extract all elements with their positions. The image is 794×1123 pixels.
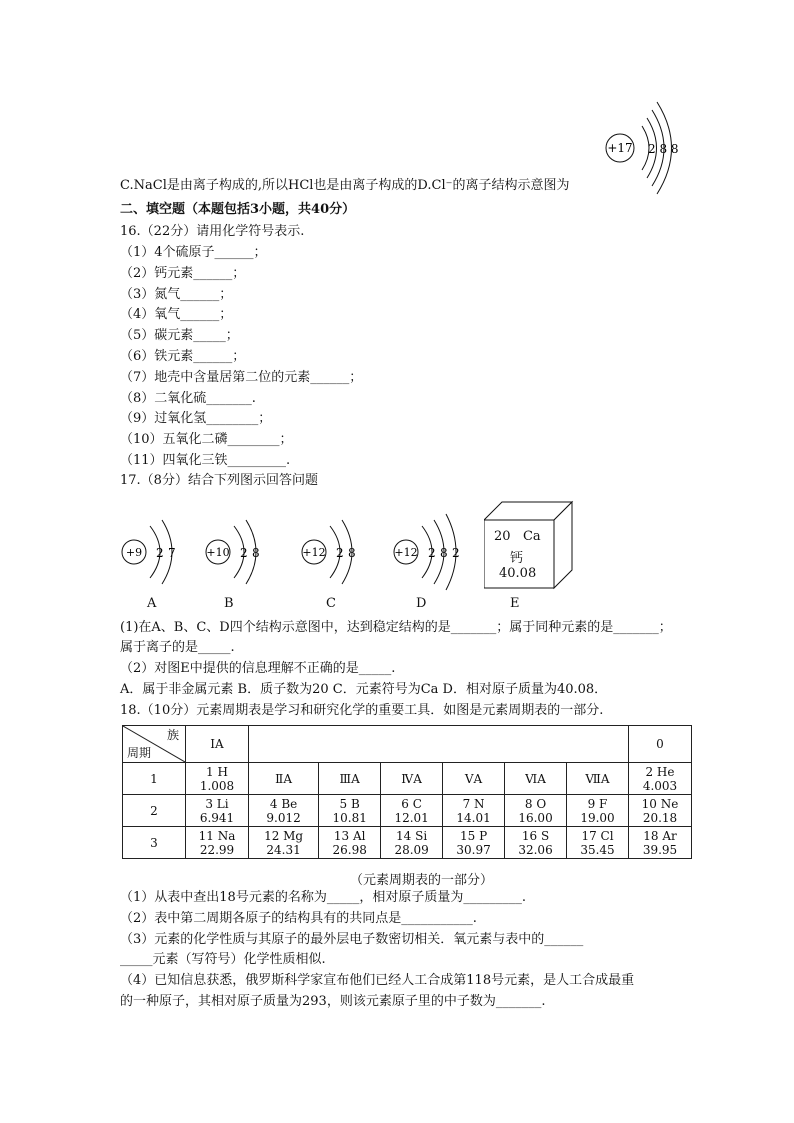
shell-count: 7: [168, 546, 176, 560]
q18-item: （4）已知信息获悉，俄罗斯科学家宣布他们已经人工合成第118号元素，是人工合成最重: [120, 973, 635, 988]
atom-label: B: [224, 596, 234, 611]
q16-item: （9）过氧化氢________；: [120, 411, 272, 427]
shell-count: 2: [336, 546, 344, 560]
atom-label: A: [147, 596, 157, 611]
shell-count: 2: [428, 546, 436, 560]
shell-count: 2: [156, 546, 164, 560]
atomic-number: 20: [494, 529, 511, 544]
element-cell: 17 Cl 35.45: [567, 827, 629, 859]
q15-option-c: C.NaCl是由离子构成的,所以HCl也是由离子构成的D.Cl⁻的离子结构示意图为: [120, 178, 570, 193]
q17-q2: （2）对图E中提供的信息理解不正确的是_____.: [120, 661, 396, 676]
section-title: 二、填空题（本题包括3小题，共40分）: [120, 202, 356, 217]
q16-item: （3）氮气______；: [120, 286, 233, 302]
table-caption: （元素周期表的一部分）: [350, 873, 494, 888]
corner-cell: [123, 726, 186, 763]
group-7a: ⅦA: [567, 763, 629, 795]
period-1: 1: [123, 763, 186, 795]
nucleus-charge: +12: [394, 546, 418, 559]
cell-h: 1 H 1.008: [186, 763, 249, 795]
group-3a: ⅢA: [319, 763, 381, 795]
q16-item: （8）二氧化硫_______.: [120, 390, 256, 406]
element-name: 钙: [510, 551, 524, 566]
element-cell: 14 Si 28.09: [381, 827, 443, 859]
periodic-table: [122, 725, 692, 859]
atom-diagram: [300, 518, 378, 590]
group-5a: ⅤA: [443, 763, 505, 795]
q16-item: （11）四氧化三铁_________.: [120, 453, 291, 468]
chloride-ion-diagram: [604, 108, 684, 192]
shell-electrons: 2 8 8: [648, 142, 679, 156]
group-4a: ⅣA: [381, 763, 443, 795]
element-cell: 5 B 10.81: [319, 795, 381, 827]
element-cell: 6 C 12.01: [381, 795, 443, 827]
element-cell: 9 F 19.00: [567, 795, 629, 827]
shell-count: 2: [240, 546, 248, 560]
group-2a: ⅡA: [249, 763, 319, 795]
element-cell: 18 Ar 39.95: [629, 827, 692, 859]
q16-item: （10）五氧化二磷________；: [120, 432, 293, 448]
element-cell: 3 Li 6.941: [186, 795, 249, 827]
q18-item: （3）元素的化学性质与其原子的最外层电子数密切相关．氧元素与表中的______: [120, 932, 584, 947]
period-2: 2: [123, 795, 186, 827]
nucleus-charge: +10: [206, 546, 230, 559]
atom-label: D: [416, 596, 427, 611]
element-cell: 8 O 16.00: [505, 795, 567, 827]
corner-group-label: 族: [166, 728, 179, 742]
q16-item: （5）碳元素_____；: [120, 328, 239, 344]
atom-label: C: [326, 596, 336, 611]
element-cell: 4 Be 9.012: [249, 795, 319, 827]
q18-item: （1）从表中查出18号元素的名称为_____，相对原子质量为_________.: [120, 890, 526, 905]
q18-item: _____元素（写符号）化学性质相似.: [120, 952, 326, 967]
element-cell: 15 P 30.97: [443, 827, 505, 859]
shell-count: 8: [440, 546, 448, 560]
atom-diagram: [120, 518, 198, 590]
element-cell: 12 Mg 24.31: [249, 827, 319, 859]
q16-item: （6）铁元素______；: [120, 349, 246, 364]
element-box-calcium: [484, 500, 576, 594]
nucleus-charge: +17: [607, 141, 633, 155]
nucleus-charge: +12: [302, 546, 326, 559]
q18-item: 的一种原子，其相对原子质量为293，则该元素原子里的中子数为_______.: [120, 994, 546, 1009]
shell-count: 2: [452, 546, 460, 560]
cell-he: 2 He 4.003: [629, 763, 692, 795]
corner-period-label: 周期: [127, 746, 152, 760]
q16-item: （4）氧气______；: [120, 307, 233, 323]
shell-count: 8: [252, 546, 260, 560]
group-0: 0: [629, 726, 692, 763]
atom-diagram: [204, 518, 282, 590]
element-symbol: Ca: [522, 529, 541, 544]
blank-header: [249, 726, 629, 763]
element-cell: 11 Na 22.99: [186, 827, 249, 859]
atom-diagram: [392, 518, 484, 590]
label-e: E: [510, 596, 520, 611]
q16-item: （7）地壳中含量居第二位的元素______；: [120, 369, 363, 385]
period-3: 3: [123, 827, 186, 859]
q17-header: 17.（8分）结合下列图示回答问题: [120, 473, 318, 488]
group-1a: ⅠA: [186, 726, 249, 763]
q17-options: A．属于非金属元素 B．质子数为20 C．元素符号为Ca D．相对原子质量为40.08．: [120, 682, 608, 697]
element-cell: 16 S 32.06: [505, 827, 567, 859]
group-6a: ⅥA: [505, 763, 567, 795]
q16-item: （2）钙元素______；: [120, 265, 246, 281]
element-cell: 7 N 14.01: [443, 795, 505, 827]
q18-item: （2）表中第二周期各原子的结构具有的共同点是___________.: [120, 911, 477, 926]
element-cell: 13 Al 26.98: [319, 827, 381, 859]
q17-q1-line1: (1)在A、B、C、D四个结构示意图中，达到稳定结构的是_______；属于同种元素的是_______；: [120, 620, 672, 635]
element-cell: 10 Ne 20.18: [629, 795, 692, 827]
q16-item: （1）4个硫原子______；: [120, 245, 267, 260]
q18-header: 18.（10分）元素周期表是学习和研究化学的重要工具．如图是元素周期表的一部分.: [120, 703, 604, 718]
q17-q1-line2: 属于离子的是_____.: [120, 640, 235, 655]
shell-count: 8: [348, 546, 356, 560]
atomic-mass: 40.08: [499, 566, 537, 581]
q16-header: 16.（22分）请用化学符号表示.: [120, 224, 305, 239]
nucleus-charge: +9: [125, 546, 143, 559]
